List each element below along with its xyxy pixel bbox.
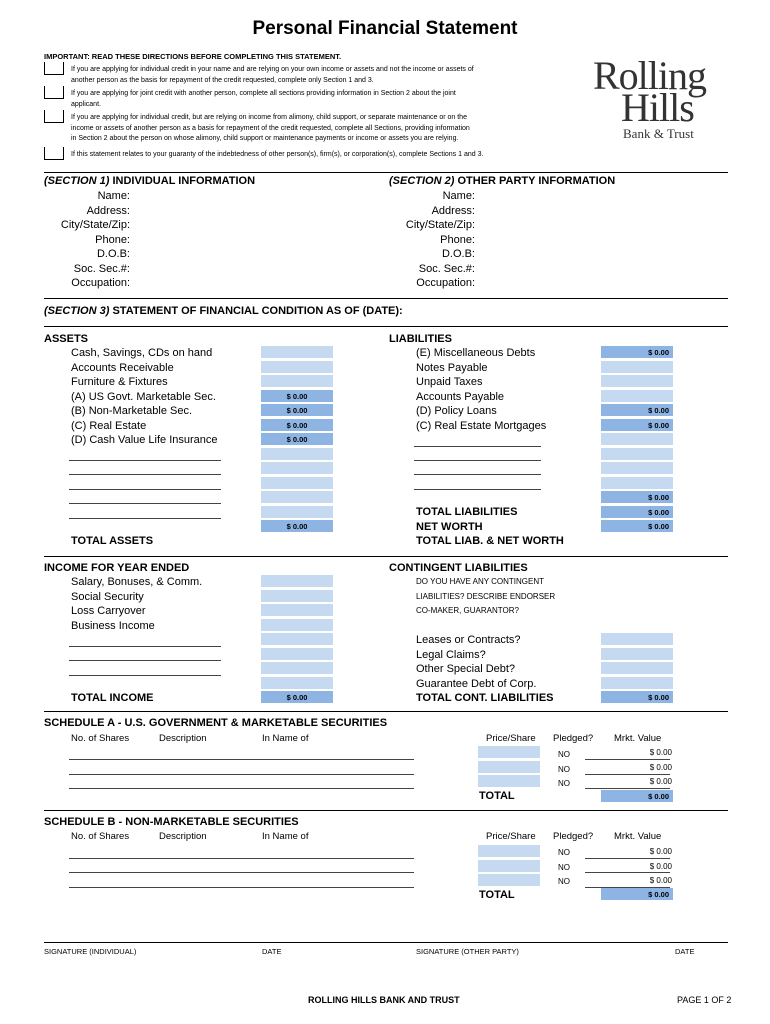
scheduleB-total-label: TOTAL <box>479 889 515 901</box>
income-items <box>71 575 202 633</box>
field-label: Address: <box>86 204 130 217</box>
contingent-label: Guarantee Debt of Corp. <box>416 677 537 690</box>
liability-value-input[interactable] <box>601 375 673 388</box>
liability-label: Unpaid Taxes <box>416 376 483 388</box>
income-value-input[interactable] <box>261 677 333 690</box>
blank-line[interactable] <box>69 518 221 519</box>
blank-line[interactable] <box>69 646 221 647</box>
direction-line: applicant. <box>71 100 101 108</box>
blank-line[interactable] <box>69 675 221 676</box>
asset-value-input[interactable] <box>261 361 333 374</box>
market-value: $ 0.00 <box>649 777 672 786</box>
section1-header <box>44 175 255 187</box>
blank-line[interactable] <box>69 887 414 888</box>
field-label: D.O.B: <box>96 248 130 260</box>
section1-fields <box>44 189 130 291</box>
contingent-value-input[interactable] <box>601 662 673 675</box>
price-input[interactable] <box>478 761 540 774</box>
liability-label: Accounts Payable <box>416 390 505 403</box>
direction-2 <box>71 89 456 110</box>
asset-value-input[interactable] <box>261 462 333 475</box>
blank-line[interactable] <box>69 774 414 775</box>
question-line: CO-MAKER, GUARANTOR? <box>416 606 519 615</box>
field-label: Name: <box>442 190 475 202</box>
question-line: LIABILITIES? DESCRIBE ENDORSER <box>416 591 556 601</box>
blank-line[interactable] <box>69 788 414 789</box>
income-value-input[interactable] <box>261 662 333 675</box>
total-contingent-value: $ 0.00 <box>601 691 673 704</box>
income-label: Loss Carryover <box>71 605 146 617</box>
blank-line[interactable] <box>69 489 221 490</box>
question-line: DO YOU HAVE ANY CONTINGENT <box>416 577 545 586</box>
signature-other-label: SIGNATURE (OTHER PARTY) <box>416 947 519 956</box>
liabilities-items <box>416 346 546 433</box>
liabilities-header: LIABILITIES <box>389 333 452 345</box>
contingent-header: CONTINGENT LIABILITIES <box>389 562 528 574</box>
income-value-input[interactable] <box>261 648 333 661</box>
section-tag: (SECTION 1) <box>44 175 110 187</box>
liability-value: $ 0.00 <box>601 404 673 417</box>
scheduleA-total-value: $ 0.00 <box>601 790 673 803</box>
blank-line[interactable] <box>69 460 221 461</box>
price-input[interactable] <box>478 746 540 759</box>
date-label: DATE <box>675 947 695 956</box>
scheduleA-price-cells <box>478 746 540 788</box>
total-label: TOTAL LIAB. & NET WORTH <box>416 535 564 547</box>
market-value: $ 0.00 <box>649 748 672 757</box>
asset-value: $ 0.00 <box>261 419 333 432</box>
scheduleB-col-description: Description <box>159 831 207 842</box>
scheduleA-values <box>620 746 672 790</box>
direction-checkbox-2[interactable] <box>44 86 64 99</box>
contingent-items <box>416 633 536 691</box>
income-header: INCOME FOR YEAR ENDED <box>44 562 190 574</box>
direction-line: If you are applying for individual credit, but are relying on income from alimony, child support, or separate maintenance or on the <box>71 114 467 121</box>
direction-line: in Section 2 about the person on whose alimony, child support or maintenance payments or income or assets you are relying. <box>71 135 459 142</box>
asset-value-input[interactable] <box>261 346 333 359</box>
pledged-value[interactable]: NO <box>558 779 570 788</box>
liability-label: (C) Real Estate Mortgages <box>416 419 547 432</box>
income-value-input[interactable] <box>261 590 333 603</box>
liabilities-totals <box>416 505 564 549</box>
pledged-value[interactable]: NO <box>558 848 570 857</box>
income-label: Salary, Bonuses, & Comm. <box>71 576 203 588</box>
blank-line[interactable] <box>69 660 221 661</box>
footer-bank: ROLLING HILLS BANK AND TRUST <box>308 995 460 1005</box>
net-worth-value: $ 0.00 <box>601 506 673 519</box>
direction-line: If this statement relates to your guaranty of the indebtedness of other person(s), firm(s), or corporation(s), complete Sections 1 and 3. <box>71 151 484 158</box>
divider <box>44 326 728 327</box>
liability-value-input[interactable] <box>601 448 673 461</box>
scheduleB-title: SCHEDULE B - NON-MARKETABLE SECURITIES <box>44 816 299 828</box>
market-value: $ 0.00 <box>649 762 672 772</box>
price-input[interactable] <box>478 775 540 788</box>
asset-label: (C) Real Estate <box>71 419 147 432</box>
footer-page: PAGE 1 OF 2 <box>677 995 732 1005</box>
direction-3 <box>71 113 470 145</box>
section-title: OTHER PARTY INFORMATION <box>457 175 616 187</box>
field-label: Occupation: <box>71 277 130 289</box>
scheduleA-col-price: Price/Share <box>486 733 536 744</box>
market-value: $ 0.00 <box>649 876 672 885</box>
total-liabilities-value: $ 0.00 <box>601 491 673 504</box>
pledged-value[interactable]: NO <box>558 750 570 759</box>
asset-label: (D) Cash Value Life Insurance <box>71 434 218 446</box>
field-label: Soc. Sec.#: <box>418 262 475 275</box>
direction-checkbox-4[interactable] <box>44 147 64 160</box>
asset-label: Cash, Savings, CDs on hand <box>71 347 213 359</box>
scheduleB-pledged <box>558 846 570 890</box>
liability-value-input[interactable] <box>601 477 673 490</box>
pledged-value[interactable]: NO <box>558 862 570 872</box>
divider <box>44 556 728 557</box>
signature-individual-label: SIGNATURE (INDIVIDUAL) <box>44 947 137 956</box>
liability-value-input[interactable] <box>601 433 673 446</box>
income-value-input[interactable] <box>261 575 333 588</box>
scheduleA-col-description: Description <box>159 733 207 744</box>
assets-values <box>261 346 333 533</box>
scheduleA-col-value: Mrkt. Value <box>614 733 662 744</box>
divider <box>44 810 728 811</box>
asset-label: (A) US Govt. Marketable Sec. <box>71 390 216 403</box>
total-assets-value: $ 0.00 <box>261 520 333 533</box>
market-value: $ 0.00 <box>649 861 672 871</box>
important-note: IMPORTANT: READ THESE DIRECTIONS BEFORE COMPLETING THIS STATEMENT. <box>44 52 342 61</box>
divider <box>44 711 728 712</box>
bank-logo <box>593 52 733 144</box>
price-input[interactable] <box>478 860 540 873</box>
pledged-value[interactable]: NO <box>558 764 570 774</box>
direction-checkbox-1[interactable] <box>44 62 64 75</box>
signature-line[interactable] <box>44 942 728 943</box>
section-title: INDIVIDUAL INFORMATION <box>112 175 256 187</box>
blank-line[interactable] <box>414 489 541 490</box>
field-label: Phone: <box>440 233 475 246</box>
blank-line[interactable] <box>414 460 541 461</box>
liability-value-input[interactable] <box>601 462 673 475</box>
scheduleB-total-value: $ 0.00 <box>601 888 673 901</box>
income-value-input[interactable] <box>261 604 333 617</box>
contingent-label: Legal Claims? <box>416 648 486 661</box>
income-label: Social Security <box>71 590 144 603</box>
liability-value: $ 0.00 <box>601 346 673 359</box>
asset-value: $ 0.00 <box>261 433 333 446</box>
date-label: DATE <box>262 947 282 956</box>
scheduleB-col-price: Price/Share <box>486 831 536 842</box>
scheduleA-pledged <box>558 748 570 792</box>
scheduleA-col-shares: No. of Shares <box>71 733 130 744</box>
scheduleA-title: SCHEDULE A - U.S. GOVERNMENT & MARKETABLE SECURITIES <box>44 717 388 729</box>
total-label: TOTAL LIABILITIES <box>416 506 518 518</box>
contingent-values <box>601 633 673 704</box>
blank-line[interactable] <box>414 474 541 475</box>
divider <box>44 172 728 173</box>
field-label: Phone: <box>95 233 130 246</box>
field-label: Name: <box>97 190 130 202</box>
blank-line[interactable] <box>69 503 221 504</box>
direction-line: If you are applying for joint credit with another person, complete all sections providing information in Section 2 about the joint <box>71 90 456 97</box>
scheduleB-col-name: In Name of <box>262 831 309 842</box>
scheduleB-col-value: Mrkt. Value <box>614 831 662 842</box>
liability-value-input[interactable] <box>601 361 673 374</box>
asset-label: (B) Non-Marketable Sec. <box>71 405 193 417</box>
logo-line: Rolling <box>593 53 707 98</box>
direction-1 <box>71 65 474 86</box>
contingent-questions <box>416 575 555 619</box>
logo-line: Bank & Trust <box>623 126 694 141</box>
direction-line: another person as the basis for repayment of the credit requested, complete only Section 1 and 3. <box>71 76 374 84</box>
section3-header <box>44 305 403 317</box>
section-tag: (SECTION 2) <box>389 175 455 187</box>
field-label: Occupation: <box>416 277 475 289</box>
total-income-label: TOTAL INCOME <box>71 692 154 704</box>
total-liab-networth-value: $ 0.00 <box>601 520 673 533</box>
total-label: NET WORTH <box>416 520 483 533</box>
asset-value-input[interactable] <box>261 448 333 461</box>
price-input[interactable] <box>478 874 540 887</box>
liability-label: (D) Policy Loans <box>416 405 497 417</box>
logo-line: Hills <box>621 85 694 130</box>
asset-value-input[interactable] <box>261 477 333 490</box>
income-value-input[interactable] <box>261 619 333 632</box>
page-title: Personal Financial Statement <box>252 18 518 39</box>
section2-fields <box>389 189 475 291</box>
field-label: Soc. Sec.#: <box>73 262 130 275</box>
contingent-value-input[interactable] <box>601 633 673 646</box>
scheduleA-total-label: TOTAL <box>479 790 515 802</box>
scheduleA-col-pledged: Pledged? <box>553 733 594 744</box>
divider <box>44 298 728 299</box>
liabilities-values <box>601 346 673 533</box>
section-tag: (SECTION 3) <box>44 305 110 317</box>
scheduleB-col-shares: No. of Shares <box>71 831 130 842</box>
blank-line[interactable] <box>69 872 414 873</box>
income-value-input[interactable] <box>261 633 333 646</box>
blank-line[interactable] <box>69 759 414 760</box>
liability-value: $ 0.00 <box>601 419 673 432</box>
income-values <box>261 575 333 704</box>
contingent-label: Leases or Contracts? <box>416 634 521 646</box>
total-contingent-label: TOTAL CONT. LIABILITIES <box>416 692 554 704</box>
field-label: D.O.B: <box>441 248 475 260</box>
asset-label: Furniture & Fixtures <box>71 376 168 388</box>
contingent-label: Other Special Debt? <box>416 663 516 675</box>
blank-line[interactable] <box>69 474 221 475</box>
asset-value: $ 0.00 <box>261 390 333 403</box>
scheduleB-col-pledged: Pledged? <box>553 831 594 842</box>
section2-header <box>389 175 615 187</box>
asset-value-input[interactable] <box>261 491 333 504</box>
liability-label: (E) Miscellaneous Debts <box>416 347 536 359</box>
pledged-value[interactable]: NO <box>558 877 570 886</box>
income-label: Business Income <box>71 619 155 632</box>
scheduleA-col-name: In Name of <box>262 733 309 744</box>
liability-label: Notes Payable <box>416 361 488 374</box>
total-assets-label: TOTAL ASSETS <box>71 535 154 547</box>
direction-4 <box>71 150 483 161</box>
scheduleB-values <box>620 845 672 889</box>
direction-line: income or assets of another person as a basis for repayment of the credit requested, complete all Sections, providing information <box>71 124 470 132</box>
blank-line[interactable] <box>69 858 414 859</box>
scheduleB-price-cells <box>478 845 540 887</box>
price-input[interactable] <box>478 845 540 858</box>
field-label: City/State/Zip: <box>60 219 130 231</box>
contingent-value-input[interactable] <box>601 648 673 661</box>
direction-line: If you are applying for individual credit in your name and are relying on your own income or assets and not the income or assets of <box>71 66 474 73</box>
section-title: STATEMENT OF FINANCIAL CONDITION AS OF (DATE): <box>112 305 403 317</box>
liability-value-input[interactable] <box>601 390 673 403</box>
field-label: Address: <box>431 204 475 217</box>
asset-value-input[interactable] <box>261 506 333 519</box>
blank-line[interactable] <box>414 446 541 447</box>
direction-checkbox-3[interactable] <box>44 110 64 123</box>
field-label: City/State/Zip: <box>405 219 475 231</box>
assets-items <box>71 346 218 448</box>
market-value: $ 0.00 <box>649 847 672 856</box>
asset-label: Accounts Receivable <box>71 361 174 374</box>
asset-value: $ 0.00 <box>261 404 333 417</box>
assets-header: ASSETS <box>44 333 89 345</box>
asset-value-input[interactable] <box>261 375 333 388</box>
total-income-value: $ 0.00 <box>261 691 333 704</box>
contingent-value-input[interactable] <box>601 677 673 690</box>
